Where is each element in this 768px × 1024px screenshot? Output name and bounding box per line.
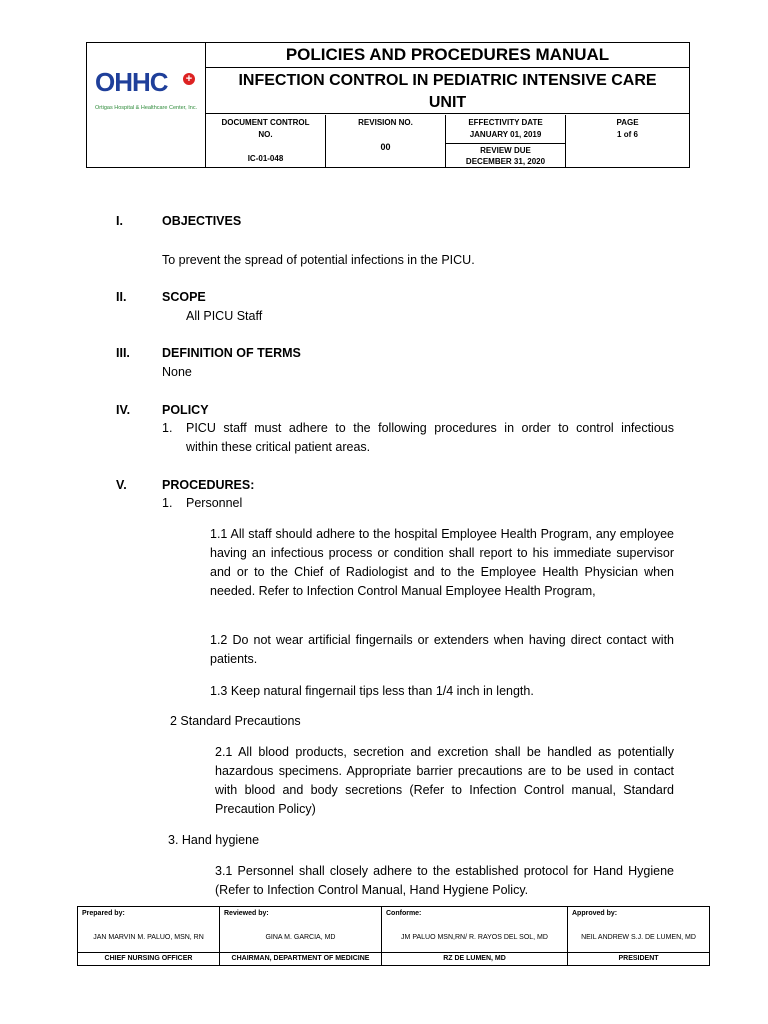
conforme-cell (382, 907, 568, 965)
prepared-by-cell (78, 907, 220, 965)
review-value: DECEMBER 31, 2020 (465, 157, 546, 166)
effectivity-label: EFFECTIVITY DATE (468, 118, 543, 127)
section-number: II. (116, 290, 127, 304)
objectives-text: To prevent the spread of potential infections in the PICU. (162, 253, 475, 267)
revision-label: REVISION NO. (358, 118, 413, 127)
effectivity-value: JANUARY 01, 2019 (469, 130, 542, 139)
reviewed-by-name: GINA M. GARCIA, MD (265, 934, 336, 941)
reviewed-by-cell (220, 907, 382, 965)
logo-subtitle: Ortigas Hospital & Healthcare Center, Inc. (95, 105, 198, 111)
prepared-by-label: Prepared by: (82, 910, 125, 917)
doc-control-value: IC-01-048 (247, 154, 284, 163)
section-heading-scope: SCOPE (162, 290, 206, 304)
procedure-item-standard-precautions: 2 Standard Precautions (170, 714, 301, 728)
section-number: V. (116, 478, 127, 492)
document-title-line1: INFECTION CONTROL IN PEDIATRIC INTENSIVE CARE (238, 72, 657, 89)
definitions-text: None (162, 365, 192, 379)
revision-value: 00 (380, 142, 391, 152)
page-number: 1 of 6 (617, 130, 638, 139)
page-label: PAGE (616, 118, 639, 127)
approved-by-name: NEIL ANDREW S.J. DE LUMEN, MD (581, 934, 696, 941)
conforme-label: Conforme: (386, 910, 422, 917)
policy-item-number: 1. (162, 421, 173, 435)
reviewed-by-title: CHAIRMAN, DEPARTMENT OF MEDICINE (231, 955, 370, 962)
section-heading-policy: POLICY (162, 403, 209, 417)
document-title-line2: UNIT (428, 94, 467, 111)
section-heading-definitions: DEFINITION OF TERMS (162, 346, 301, 360)
paragraph-1-1: 1.1 All staff should adhere to the hospital Employee Health Program, any employee having an infectious process or condition shall report to his immediate supervisor and or to the Chief of Radiologist and to the Employee Health Physician when needed. Refer to Infection Control Manual Employee Health Program, (210, 527, 674, 598)
conforme-name: JM PALUO MSN,RN/ R. RAYOS DEL SOL, MD (401, 934, 548, 941)
approved-by-cell (568, 907, 709, 965)
paragraph-1-2: 1.2 Do not wear artificial fingernails or extenders when having direct contact with patients. (210, 633, 674, 666)
policy-item-line2: within these critical patient areas. (186, 440, 371, 454)
section-number: IV. (116, 403, 131, 417)
section-heading-objectives: OBJECTIVES (162, 214, 242, 228)
doc-control-label-no: NO. (258, 130, 273, 139)
section-number: III. (116, 346, 130, 360)
doc-control-label: DOCUMENT CONTROL (221, 118, 310, 127)
prepared-by-title: CHIEF NURSING OFFICER (104, 955, 193, 962)
effectivity-cell (446, 115, 566, 167)
revision-cell (326, 115, 446, 167)
hospital-logo: OHHC (95, 67, 168, 97)
conforme-title: RZ DE LUMEN, MD (443, 955, 506, 962)
policy-item-line1: PICU staff must adhere to the following procedures in order to control infectious (186, 421, 674, 435)
document-header-table (86, 42, 690, 168)
document-title (206, 68, 689, 114)
signature-table (77, 906, 710, 966)
prepared-by-name: JAN MARVIN M. PALUO, MSN, RN (93, 934, 204, 941)
paragraph-3-1: 3.1 Personnel shall closely adhere to the established protocol for Hand Hygiene (Refer to Infection Control Manual, Hand Hygiene Policy. (215, 864, 674, 897)
manual-title: POLICIES AND PROCEDURES MANUAL (206, 43, 689, 68)
reviewed-by-label: Reviewed by: (224, 910, 269, 917)
doc-control-cell (206, 115, 326, 167)
logo-cross-icon: + (183, 73, 195, 85)
page-cell (566, 115, 689, 167)
procedure-item-personnel: Personnel (186, 496, 243, 510)
procedure-item-hand-hygiene: 3. Hand hygiene (168, 833, 260, 847)
review-label: REVIEW DUE (446, 143, 565, 155)
section-number: I. (116, 214, 123, 228)
paragraph-1-3: 1.3 Keep natural fingernail tips less than 1/4 inch in length. (210, 684, 534, 698)
approved-by-label: Approved by: (572, 910, 618, 917)
paragraph-2-1: 2.1 All blood products, secretion and excretion shall be handled as potentially hazardous specimens. Appropriate barrier precautions are to be used in contact with blood and body secretions (Refer to Infection Control manual, Standard Precaution Policy) (215, 745, 674, 816)
section-heading-procedures: PROCEDURES: (162, 478, 255, 492)
scope-text: All PICU Staff (186, 309, 263, 323)
logo-cell (87, 43, 206, 167)
procedure-item-number: 1. (162, 496, 173, 510)
approved-by-title: PRESIDENT (618, 955, 659, 962)
